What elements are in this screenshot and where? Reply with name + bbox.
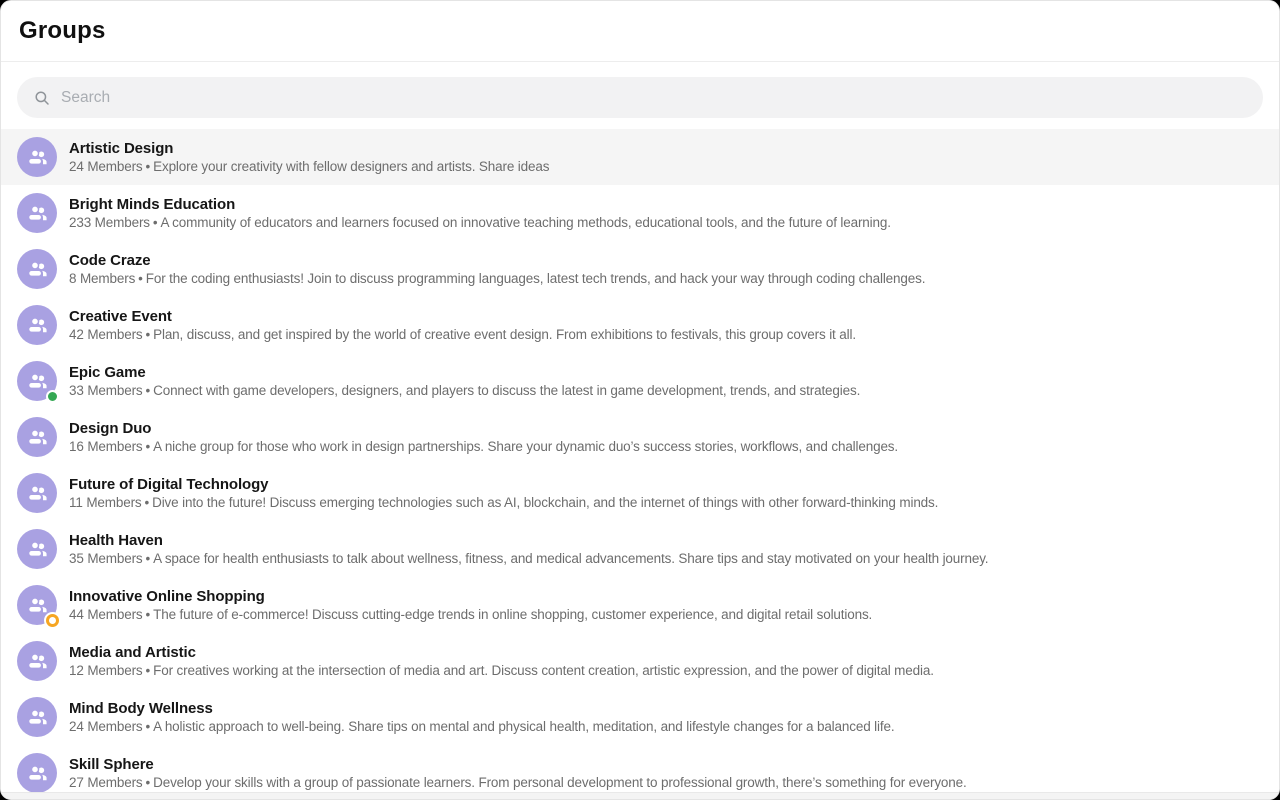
group-name: Skill Sphere xyxy=(69,755,154,773)
group-members-count: 12 Members xyxy=(69,662,143,678)
group-list-item[interactable] xyxy=(1,297,1279,353)
group-text-block xyxy=(69,195,891,232)
group-text-block xyxy=(69,587,872,624)
meta-separator: • xyxy=(145,382,151,398)
group-avatar xyxy=(17,137,57,177)
group-meta xyxy=(69,438,898,456)
group-meta xyxy=(69,382,860,400)
group-avatar xyxy=(17,753,57,793)
group-name: Creative Event xyxy=(69,307,172,325)
group-name: Epic Game xyxy=(69,363,146,381)
group-name: Future of Digital Technology xyxy=(69,475,269,493)
group-name: Artistic Design xyxy=(69,139,174,157)
group-description: Develop your skills with a group of passionate learners. From personal development to professional growth, there’s something for everyone. xyxy=(153,774,967,790)
group-meta xyxy=(69,662,934,680)
group-people-icon xyxy=(25,313,50,338)
search-section xyxy=(1,62,1279,129)
group-meta xyxy=(69,550,988,568)
meta-separator: • xyxy=(145,550,151,566)
group-avatar xyxy=(17,585,57,625)
group-text-block xyxy=(69,475,938,512)
group-text-block xyxy=(69,531,988,568)
group-people-icon xyxy=(25,537,50,562)
group-meta xyxy=(69,606,872,624)
group-meta xyxy=(69,270,925,288)
group-text-block xyxy=(69,139,549,176)
group-people-icon xyxy=(25,705,50,730)
group-list-item[interactable] xyxy=(1,689,1279,745)
group-members-count: 24 Members xyxy=(69,718,143,734)
group-people-icon xyxy=(25,481,50,506)
group-avatar xyxy=(17,305,57,345)
group-meta xyxy=(69,214,891,232)
group-text-block xyxy=(69,419,898,456)
group-name: Mind Body Wellness xyxy=(69,699,213,717)
group-description: For creatives working at the intersection of media and art. Discuss content creation, artistic expression, and the power of digital media. xyxy=(153,662,934,678)
group-avatar xyxy=(17,361,57,401)
group-list-item[interactable] xyxy=(1,185,1279,241)
group-name: Media and Artistic xyxy=(69,643,196,661)
group-people-icon xyxy=(25,425,50,450)
group-meta xyxy=(69,158,549,176)
group-avatar xyxy=(17,417,57,457)
group-meta xyxy=(69,718,894,736)
group-description: Connect with game developers, designers, and players to discuss the latest in game development, trends, and strategies. xyxy=(153,382,861,398)
group-avatar xyxy=(17,249,57,289)
group-members-count: 44 Members xyxy=(69,606,143,622)
group-description: Plan, discuss, and get inspired by the world of creative event design. From exhibitions to festivals, this group covers it all. xyxy=(153,326,856,342)
group-people-icon xyxy=(25,649,50,674)
group-list-item[interactable] xyxy=(1,241,1279,297)
meta-separator: • xyxy=(145,438,151,454)
group-list-item[interactable] xyxy=(1,577,1279,633)
group-name: Code Craze xyxy=(69,251,151,269)
group-description: A space for health enthusiasts to talk about wellness, fitness, and medical advancements. Share tips and stay motivated on your health journey. xyxy=(153,550,989,566)
meta-separator: • xyxy=(145,718,151,734)
group-meta xyxy=(69,326,856,344)
group-list-item[interactable] xyxy=(1,353,1279,409)
header xyxy=(1,1,1279,62)
group-people-icon xyxy=(25,369,50,394)
group-description: For the coding enthusiasts! Join to discuss programming languages, latest tech trends, and hack your way through coding challenges. xyxy=(145,270,926,286)
group-members-count: 35 Members xyxy=(69,550,143,566)
meta-separator: • xyxy=(145,606,151,622)
group-members-count: 8 Members xyxy=(69,270,136,286)
group-members-count: 11 Members xyxy=(69,494,142,510)
group-members-count: 24 Members xyxy=(69,158,143,174)
group-list xyxy=(1,129,1279,800)
group-name: Bright Minds Education xyxy=(69,195,236,213)
group-text-block xyxy=(69,699,894,736)
group-people-icon xyxy=(25,145,50,170)
group-people-icon xyxy=(25,593,50,618)
meta-separator: • xyxy=(145,662,151,678)
group-list-item[interactable] xyxy=(1,465,1279,521)
group-text-block xyxy=(69,251,925,288)
group-people-icon xyxy=(25,257,50,282)
bottom-edge-band xyxy=(1,792,1279,799)
search-icon xyxy=(33,89,51,107)
group-text-block xyxy=(69,643,934,680)
meta-separator: • xyxy=(145,326,151,342)
page-title: Groups xyxy=(19,17,106,44)
group-members-count: 233 Members xyxy=(69,214,150,230)
group-members-count: 33 Members xyxy=(69,382,143,398)
presence-indicator xyxy=(46,614,59,627)
group-members-count: 42 Members xyxy=(69,326,143,342)
group-meta xyxy=(69,774,967,792)
group-description: Explore your creativity with fellow designers and artists. Share ideas xyxy=(153,158,550,174)
group-list-item[interactable] xyxy=(1,633,1279,689)
group-meta xyxy=(69,494,938,512)
group-name: Innovative Online Shopping xyxy=(69,587,265,605)
group-avatar xyxy=(17,697,57,737)
group-people-icon xyxy=(25,201,50,226)
group-members-count: 27 Members xyxy=(69,774,143,790)
group-name: Health Haven xyxy=(69,531,163,549)
group-avatar xyxy=(17,473,57,513)
meta-separator: • xyxy=(152,214,158,230)
group-avatar xyxy=(17,529,57,569)
presence-indicator xyxy=(46,390,59,403)
group-description: A community of educators and learners focused on innovative teaching methods, educational tools, and the future of learning. xyxy=(160,214,891,230)
group-text-block xyxy=(69,363,860,400)
group-description: Dive into the future! Discuss emerging technologies such as AI, blockchain, and the internet of things with other forward-thinking minds. xyxy=(152,494,939,510)
search-bar[interactable] xyxy=(17,77,1263,118)
group-list-item[interactable] xyxy=(1,409,1279,465)
group-description: A holistic approach to well-being. Share tips on mental and physical health, meditation, and lifestyle changes for a balanced life. xyxy=(153,718,895,734)
group-description: A niche group for those who work in design partnerships. Share your dynamic duo’s success stories, workflows, and challenges. xyxy=(153,438,899,454)
group-avatar xyxy=(17,193,57,233)
meta-separator: • xyxy=(145,158,151,174)
meta-separator: • xyxy=(145,774,151,790)
meta-separator: • xyxy=(138,270,143,286)
group-people-icon xyxy=(25,761,50,786)
search-input[interactable] xyxy=(59,88,1249,108)
meta-separator: • xyxy=(144,494,150,510)
group-description: The future of e-commerce! Discuss cutting-edge trends in online shopping, customer experience, and digital retail solutions. xyxy=(153,606,873,622)
group-text-block xyxy=(69,307,856,344)
group-name: Design Duo xyxy=(69,419,152,437)
group-text-block xyxy=(69,755,967,792)
group-avatar xyxy=(17,641,57,681)
group-list-item[interactable] xyxy=(1,521,1279,577)
group-list-item[interactable] xyxy=(1,129,1279,185)
group-members-count: 16 Members xyxy=(69,438,143,454)
